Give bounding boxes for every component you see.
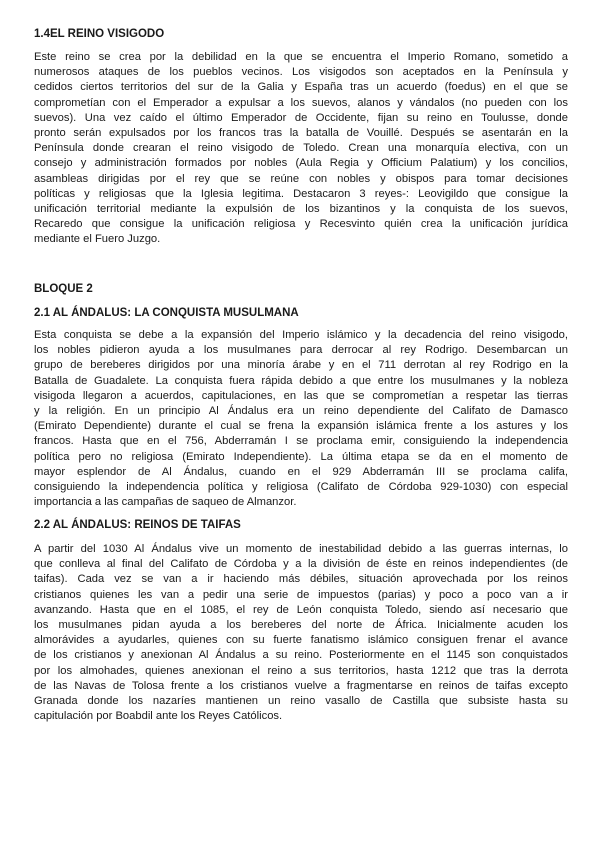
text-line: políticas y religiosas que la Iglesia legitima. Destacaron 3 reyes-: Leovigildo que consigue la <box>34 187 568 200</box>
text-line: Batalla de Guadalete. La conquista fuera rápida debido a que entre los musulmanes y la nobleza <box>34 374 568 387</box>
text-line: por los almohades, quienes anexionan el reino a sus territorios, hasta 1212 que tras la derrota <box>34 664 568 677</box>
paragraph-conquista-musulmana <box>34 328 568 510</box>
text-line: A partir del 1030 Al Ándalus vive un momento de inestabilidad debido a las guerras internas, lo <box>34 543 568 555</box>
paragraph-reinos-de-taifas <box>34 542 568 724</box>
text-line: mediante el Fuero Juzgo. <box>34 233 161 246</box>
text-line: Península donde crearan el reino visigodo de Toledo. Crean una monarquía electiva, con un <box>34 142 568 155</box>
text-line: suevos). Una vez caído el último Emperador de Occidente, fijan su reino en Toulusse, donde <box>34 111 568 124</box>
section-title-reino-visigodo: 1.4EL REINO VISIGODO <box>34 28 165 40</box>
text-line: consejo y administración formados por nobles (Aula Regia y Officium Palatium) y los concilios, <box>34 157 568 170</box>
text-line: política pero no religiosa (Emirato Independiente). La última etapa se da en el momento de <box>34 450 568 463</box>
text-line: los musulmanes pidan ayuda a los bereberes del norte de África. Inicialmente acuden los <box>34 618 568 631</box>
text-line: comprometían con el Emperador a expulsar a los suevos, alanos y vándalos (no pueden con los <box>34 96 568 109</box>
text-line: de los cristianos y anexionan Al Ándalus a su reino. Posteriormente en el 1145 son conquistados <box>34 649 568 662</box>
block-label: BLOQUE 2 <box>34 283 93 295</box>
text-line: Este reino se crea por la debilidad en la que se encuentra el Imperio Romano, sometido a <box>34 51 568 63</box>
text-line: cristianos quienes les van a pedir una serie de impuestos (parias) y poco a poco van a ir <box>34 588 568 601</box>
text-line: grupo de bereberes dirigidos por una minoría árabe y en el 711 derrotan al rey Rodrigo en la <box>34 359 568 372</box>
text-line: (Emirato Dependiente) durante el cual se frena la expansión islámica frente a los astures y los <box>34 420 568 433</box>
text-line: cedidos ciertos territorios del sur de la Galia y España tras un acuerdo (foedus) en el que se <box>34 81 568 94</box>
text-line: unificación territorial mediante la expulsión de los bizantinos y la conquista de los suevos, <box>34 202 568 215</box>
text-line: consiguiendo la independencia política y religiosa (Califato de Córdoba 929-1030) con especial <box>34 480 568 493</box>
text-line: almorávides a ayudarles, quienes con su fuerte fanatismo islámico consiguen frenar el avance <box>34 634 568 647</box>
text-line: pronto serán expulsados por los francos tras la batalla de Vouillé. Después se asentarán en la <box>34 126 568 139</box>
paragraph-reino-visigodo <box>34 50 568 247</box>
text-line: Esta conquista se debe a la expansión del Imperio islámico y la decadencia del reino visigodo, <box>34 329 568 341</box>
section-title-reinos-de-taifas: 2.2 AL ÁNDALUS: REINOS DE TAIFAS <box>34 519 241 531</box>
text-line: los nobles pidieron ayuda a los musulmanes para derrocar al rey Rodrigo. Desembarcan un <box>34 344 568 357</box>
text-line: de las Navas de Tolosa frente a los cristianos vuelve a fragmentarse en reinos de taifas excepto <box>34 679 568 692</box>
text-line: Granada donde los nazaríes mantienen un reino vasallo de Castilla que subsiste hasta su <box>34 694 568 707</box>
text-line: francos. Hasta que en el 756, Abderramán I se proclama emir, consiguiendo la independencia <box>34 435 568 448</box>
text-line: numerosos ataques de los pueblos vecinos. Los visigodos son aceptados en la Península y <box>34 66 568 79</box>
text-line: taifas). Cada vez se van a ir haciendo más débiles, situación aprovechada por los reinos <box>34 573 568 586</box>
text-line: avanzando. Hasta que en el 1085, el rey de León conquista Toledo, siendo así necesario que <box>34 603 568 616</box>
text-line: asambleas dirigidas por el rey que se reúne con nobles y obispos para tomar decisiones <box>34 172 568 185</box>
text-line: Recaredo que consigue la unificación religiosa y Recesvinto quién crea la unificación jurídica <box>34 218 568 231</box>
text-line: visigoda llegaron a acuerdos, capitulaciones, en las que se comprometían a respetar las tierras <box>34 389 568 402</box>
text-line: capitulación por Boabdil ante los Reyes Católicos. <box>34 710 283 723</box>
text-line: que conlleva al final del Califato de Córdoba y a la división de éste en reinos independientes (de <box>34 558 568 571</box>
text-line: y la religión. En un principio Al Ándalus era un reino dependiente del Califato de Damasco <box>34 404 568 417</box>
text-line: mayor esplendor de Al Ándalus, cuando en el 929 Abderramán III se proclama califa, <box>34 465 568 478</box>
text-line: importancia a las campañas de saqueo de Almanzor. <box>34 496 297 509</box>
section-title-conquista-musulmana: 2.1 AL ÁNDALUS: LA CONQUISTA MUSULMANA <box>34 307 299 319</box>
